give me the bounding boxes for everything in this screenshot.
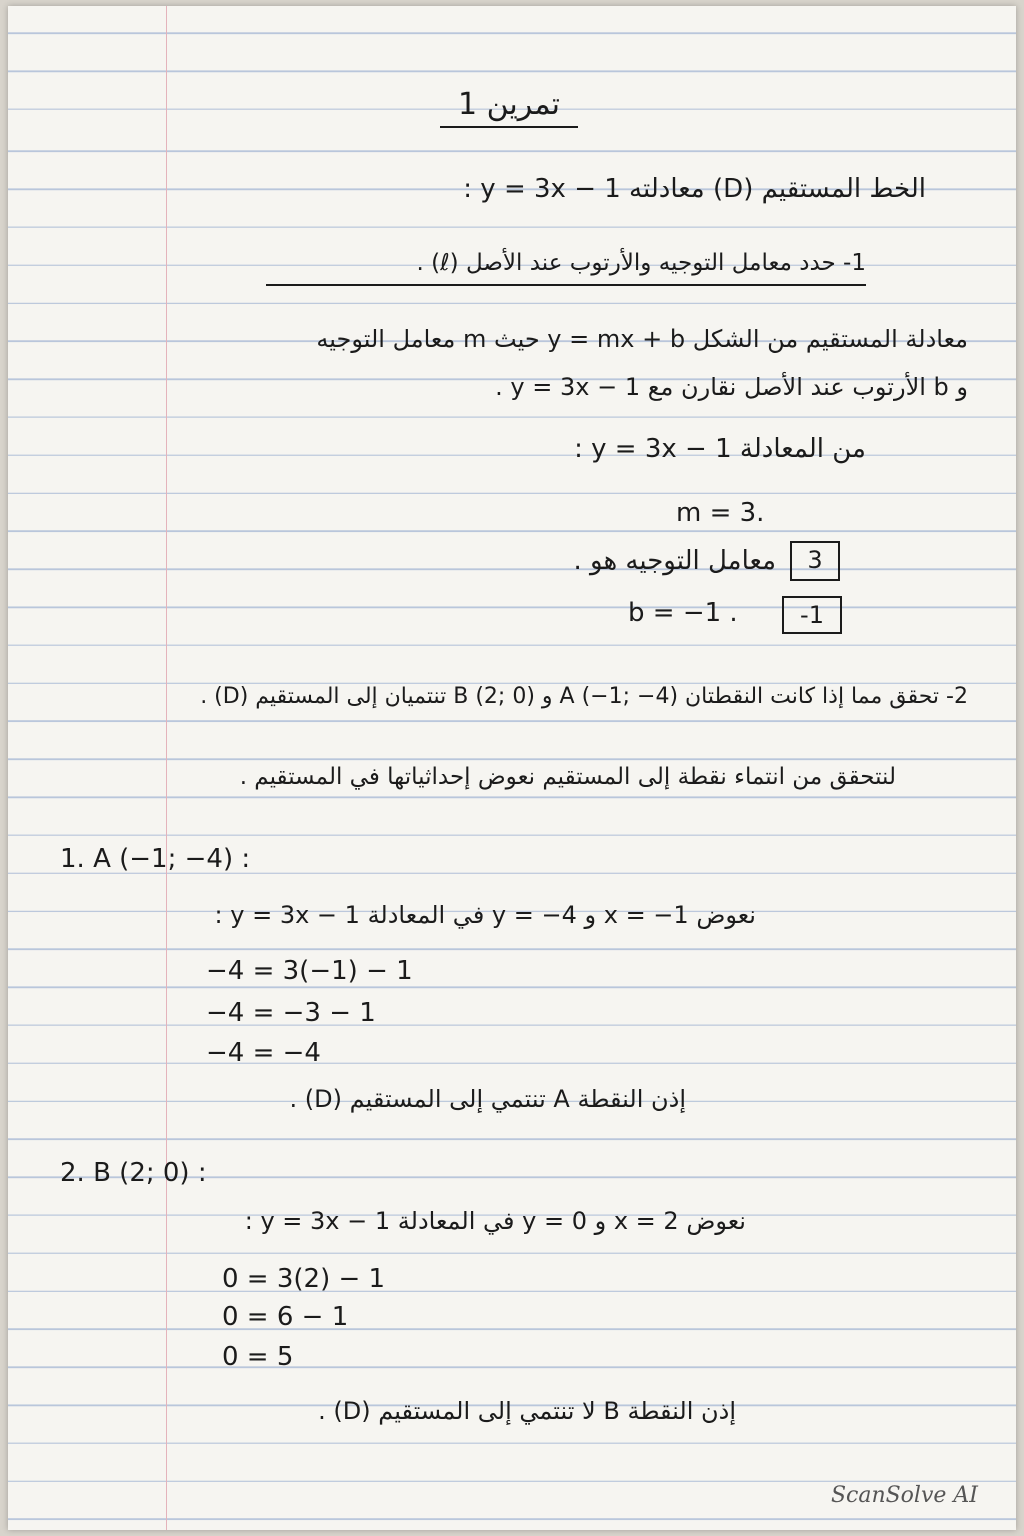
- paragraph-1-line-2: و b الأرتوب عند الأصل نقارن مع y = 3x − 1 .: [495, 373, 968, 401]
- case-1-calc-line-2: −4 = −3 − 1: [206, 998, 376, 1028]
- slope-equation: m = 3.: [676, 498, 765, 528]
- case-2-heading: 2. B (2; 0) :: [60, 1158, 207, 1188]
- case-2-conclusion: إذن النقطة B لا تنتمي إلى المستقيم (D) .: [318, 1397, 736, 1425]
- exercise-title: تمرين 1: [440, 88, 578, 128]
- question-1: 1- حدد معامل التوجيه والأرتوب عند الأصل (ℓ) .: [266, 246, 866, 286]
- case-2-calc-line-2: 0 = 6 − 1: [222, 1302, 349, 1332]
- lined-paper-sheet: [8, 6, 1016, 1530]
- case-1-substitution: نعوض x = −1 و y = −4 في المعادلة y = 3x − 1 :: [214, 901, 756, 929]
- case-2-substitution: نعوض x = 2 و y = 0 في المعادلة y = 3x − 1 :: [244, 1207, 746, 1235]
- case-2-calc-line-1: 0 = 3(2) − 1: [222, 1264, 386, 1294]
- paragraph-1-line-3: من المعادلة y = 3x − 1 :: [574, 434, 866, 464]
- case-1-conclusion: إذن النقطة A تنتمي إلى المستقيم (D) .: [289, 1085, 686, 1113]
- scansolve-watermark: ScanSolve AI: [830, 1483, 978, 1508]
- slope-answer-text: معامل التوجيه هو .: [573, 546, 776, 576]
- question-2-explanation: لنتحقق من انتماء نقطة إلى المستقيم نعوض إحداثياتها في المستقيم .: [239, 764, 896, 790]
- case-2-calc-line-3: 0 = 5: [222, 1342, 294, 1372]
- case-1-heading: 1. A (−1; −4) :: [60, 844, 251, 874]
- intercept-equation: b = −1 .: [628, 598, 738, 628]
- given-line-equation: الخط المستقيم (D) معادلته y = 3x − 1 :: [463, 174, 926, 204]
- case-1-calc-line-1: −4 = 3(−1) − 1: [206, 956, 413, 986]
- slope-answer-box: 3: [790, 541, 840, 581]
- paragraph-1-line-1: معادلة المستقيم من الشكل y = mx + b حيث m معامل التوجيه: [316, 325, 968, 353]
- question-2: 2- تحقق مما إذا كانت النقطتان A (−1; −4) و B (2; 0) تنتميان إلى المستقيم (D) .: [200, 684, 968, 709]
- intercept-answer-box: -1: [782, 596, 842, 634]
- case-1-calc-line-3: −4 = −4: [206, 1038, 321, 1068]
